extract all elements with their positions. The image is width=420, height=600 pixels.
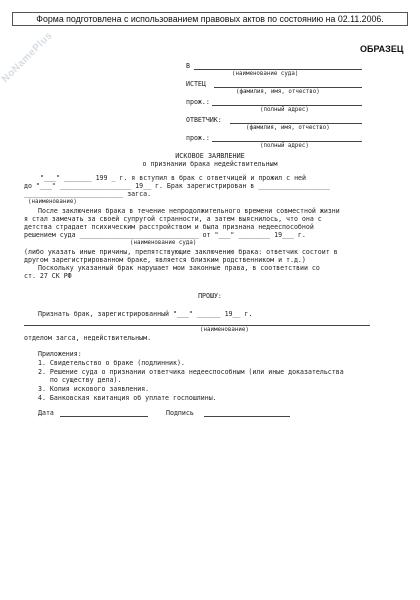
defendant-address-caption: (полный адрес) bbox=[260, 143, 309, 149]
request-registry-line[interactable] bbox=[24, 325, 370, 326]
plaintiff-label: ИСТЕЦ bbox=[186, 80, 206, 88]
body-line-9: другом зарегистрированном браке, является близким родственником и т.д.) bbox=[24, 256, 306, 264]
attachment-item: по существу дела). bbox=[38, 376, 122, 384]
body-line-6: детства страдает психическим расстройством и была признана недееспособной bbox=[24, 223, 314, 231]
body-line-5: я стал замечать за своей супругой странности, а затем выяснилось, что она с bbox=[24, 215, 322, 223]
plaintiff-address-caption: (полный адрес) bbox=[260, 107, 309, 113]
body-line-4: После заключения брака в течение непродолжительного времени совместной жизни bbox=[38, 207, 340, 215]
date-label: Дата bbox=[38, 409, 54, 417]
attachments-title: Приложения: bbox=[38, 350, 82, 358]
defendant-line[interactable] bbox=[230, 123, 362, 124]
attachment-item: 2. Решение суда о признании ответчика недееспособным (или иные доказательства bbox=[38, 368, 344, 376]
defendant-address-line[interactable] bbox=[212, 141, 362, 142]
sample-label: ОБРАЗЕЦ bbox=[360, 44, 404, 54]
signature-line[interactable] bbox=[204, 416, 290, 417]
signature-label: Подпись bbox=[166, 409, 194, 417]
request-line-1-caption: (наименование) bbox=[200, 327, 249, 333]
defendant-caption: (фамилия, имя, отчество) bbox=[246, 125, 330, 131]
defendant-address-label: прож.: bbox=[186, 134, 210, 142]
body-line-3-caption: (наименование) bbox=[28, 199, 77, 205]
plaintiff-address-line[interactable] bbox=[212, 105, 362, 106]
plaintiff-address-label: прож.: bbox=[186, 98, 210, 106]
defendant-label: ОТВЕТЧИК: bbox=[186, 116, 222, 124]
claim-title: ИСКОВОЕ ЗАЯВЛЕНИЕ bbox=[175, 152, 245, 160]
body-line-8: (либо указать иные причины, препятствующие заключению брака: ответчик состоит в bbox=[24, 248, 338, 256]
attachment-item: 1. Свидетельство о браке (подлинник). bbox=[38, 359, 185, 367]
attachment-item: 3. Копия искового заявления. bbox=[38, 385, 150, 393]
body-line-2: до "___" __________________ 19__ г. Брак зарегистрирован в __________________ bbox=[24, 182, 330, 190]
court-line[interactable] bbox=[194, 69, 362, 70]
request-title: ПРОШУ: bbox=[198, 292, 222, 300]
body-line-11: ст. 27 СК РФ bbox=[24, 272, 72, 280]
body-line-7-caption: (наименование суда) bbox=[130, 240, 197, 246]
body-line-3: _________________________ загса. bbox=[24, 190, 152, 198]
legal-status-banner: Форма подготовлена с использованием правовых актов по состоянию на 02.11.2006. bbox=[12, 12, 408, 26]
request-line-1: Признать брак, зарегистрированный "___" ______ 19__ г. bbox=[38, 310, 253, 318]
body-line-7: решением суда ______________________________ от "___" ________ 19___ г. bbox=[24, 231, 306, 239]
court-caption: (наименование суда) bbox=[232, 71, 299, 77]
plaintiff-line[interactable] bbox=[214, 87, 362, 88]
attachment-item: 4. Банковская квитанция об уплате госпошлины. bbox=[38, 394, 217, 402]
claim-subtitle: о признании брака недействительным bbox=[142, 160, 278, 168]
plaintiff-caption: (фамилия, имя, отчество) bbox=[236, 89, 320, 95]
date-line[interactable] bbox=[60, 416, 148, 417]
court-prefix: В bbox=[186, 62, 190, 70]
request-line-2: отделом загса, недействительным. bbox=[24, 334, 152, 342]
body-line-10: Поскольку указанный брак нарушает мои законные права, в соответствии со bbox=[38, 264, 320, 272]
body-line-1: "___" _______ 199 _ г. я вступил в брак с ответчицей и прожил с ней bbox=[40, 174, 306, 182]
watermark: NoNamePlus bbox=[0, 30, 55, 85]
